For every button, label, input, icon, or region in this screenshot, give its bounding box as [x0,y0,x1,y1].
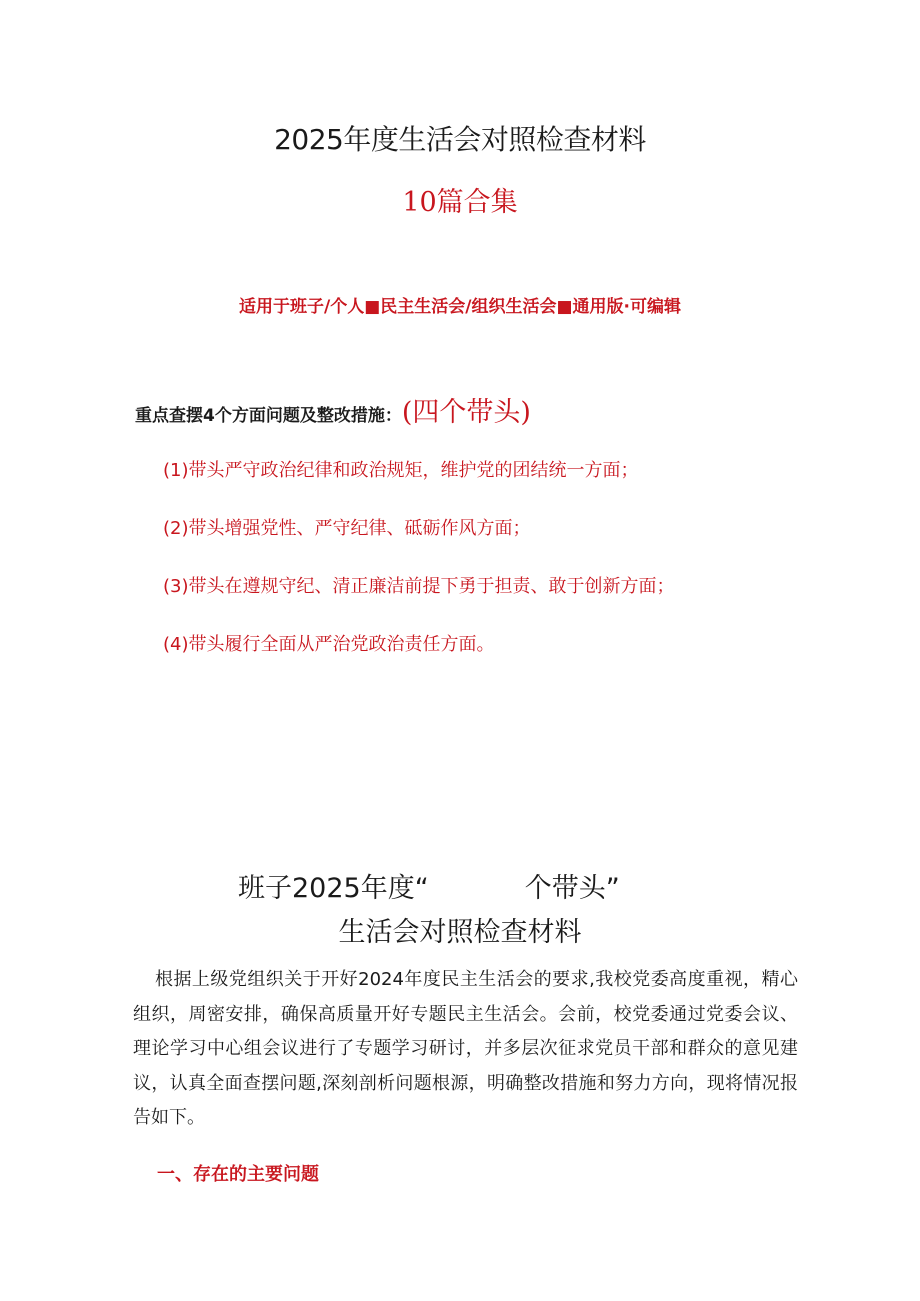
focus-point-1: (1)带头严守政治纪律和政治规矩，维护党的团结统一方面； [163,460,639,481]
report-title-left: 班子2025年度“ [238,873,429,904]
focus-point-3: (3)带头在遵规守纪、清正廉洁前提下勇于担责、敢于创新方面； [163,576,675,597]
focus-heading [135,390,531,429]
report-title-line-1 [238,866,620,905]
report-title-right: 个带头” [524,873,620,904]
focus-label: 重点查摆4个方面问题及整改措施： [135,406,402,426]
focus-point-2: (2)带头增强党性、严守纪律、砥砺作风方面； [163,518,531,539]
intro-paragraph: 根据上级党组织关于开好2024年度民主生活会的要求,我校党委高度重视，精心组织，周密安排，确保高质量开好专题民主生活会。会前，校党委通过党委会议、理论学习中心组会议进行了专题学习研讨，并多层次征求党员干部和群众的意见建议，认真全面查摆问题,深刻剖析问题根源，明确整改措施和努力方向，现将情况报告如下。 [133,969,798,1128]
focus-accent: (四个带头) [401,397,531,428]
focus-point-4: (4)带头履行全面从严治党政治责任方面。 [163,634,495,655]
document-title: 2025年度生活会对照检查材料 [274,123,646,156]
usage-note: 适用于班子/个人■民主生活会/组织生活会■通用版·可编辑 [239,297,681,317]
report-title-line-2: 生活会对照检查材料 [338,917,582,948]
document-subtitle: 10篇合集 [402,187,518,218]
section-heading-1: 一、存在的主要问题 [157,1164,319,1185]
